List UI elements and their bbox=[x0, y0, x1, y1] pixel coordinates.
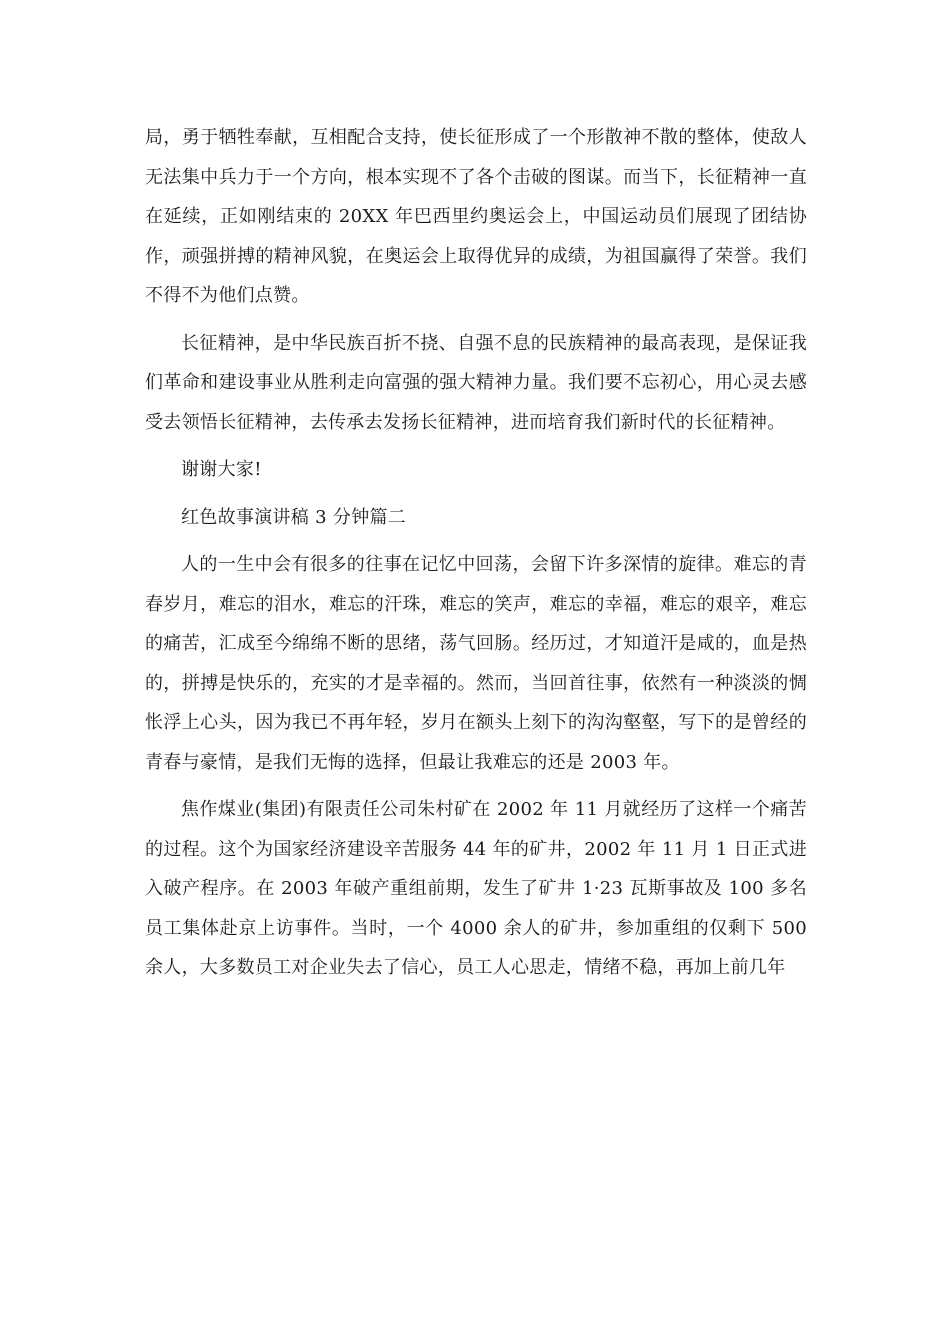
closing-thanks: 谢谢大家! bbox=[181, 459, 262, 480]
paragraph-2: 长征精神，是中华民族百折不挠、自强不息的民族精神的最高表现，是保证我们革命和建设事业从胜利走向富强的强大精神力量。我们要不忘初心，用心灵去感受去领悟长征精神，去传承去发扬长征精神，进而培育我们新时代的长征精神。 bbox=[145, 332, 807, 433]
section-heading: 红色故事演讲稿 3 分钟篇二 bbox=[181, 506, 407, 528]
paragraph-5: 人的一生中会有很多的往事在记忆中回荡，会留下许多深情的旋律。难忘的青春岁月，难忘的泪水，难忘的汗珠，难忘的笑声，难忘的幸福，难忘的艰辛，难忘的痛苦，汇成至今绵绵不断的思绪，荡气回肠。经历过，才知道汗是咸的，血是热的，拼搏是快乐的，充实的才是幸福的。然而，当回首往事，依然有一种淡淡的惆怅浮上心头，因为我已不再年轻，岁月在额头上刻下的沟沟壑壑，写下的是曾经的青春与豪情，是我们无悔的选择，但最让我难忘的还是 2003 年。 bbox=[145, 554, 807, 773]
paragraph-1: 局，勇于牺牲奉献，互相配合支持，使长征形成了一个形散神不散的整体，使敌人无法集中兵力于一个方向，根本实现不了各个击破的图谋。而当下，长征精神一直在延续，正如刚结束的 20XX 年巴西里约奥运会上，中国运动员们展现了团结协作，顽强拼搏的精神风貌，在奥运会上取得优异的成绩，为祖国赢得了荣誉。我们不得不为他们点赞。 bbox=[145, 127, 807, 306]
paragraph-6: 焦作煤业(集团)有限责任公司朱村矿在 2002 年 11 月就经历了这样一个痛苦的过程。这个为国家经济建设辛苦服务 44 年的矿井，2002 年 11 月 1 日正式进入破产程序。在 2003 年破产重组前期，发生了矿井 1·23 瓦斯事故及 100 多名员工集体赴京上访事件。当时，一个 4000 余人的矿井，参加重组的仅剩下 500 余人，大多数员工对企业失去了信心，员工人心思走，情绪不稳，再加上前几年 bbox=[145, 799, 807, 978]
document-body bbox=[145, 118, 807, 996]
